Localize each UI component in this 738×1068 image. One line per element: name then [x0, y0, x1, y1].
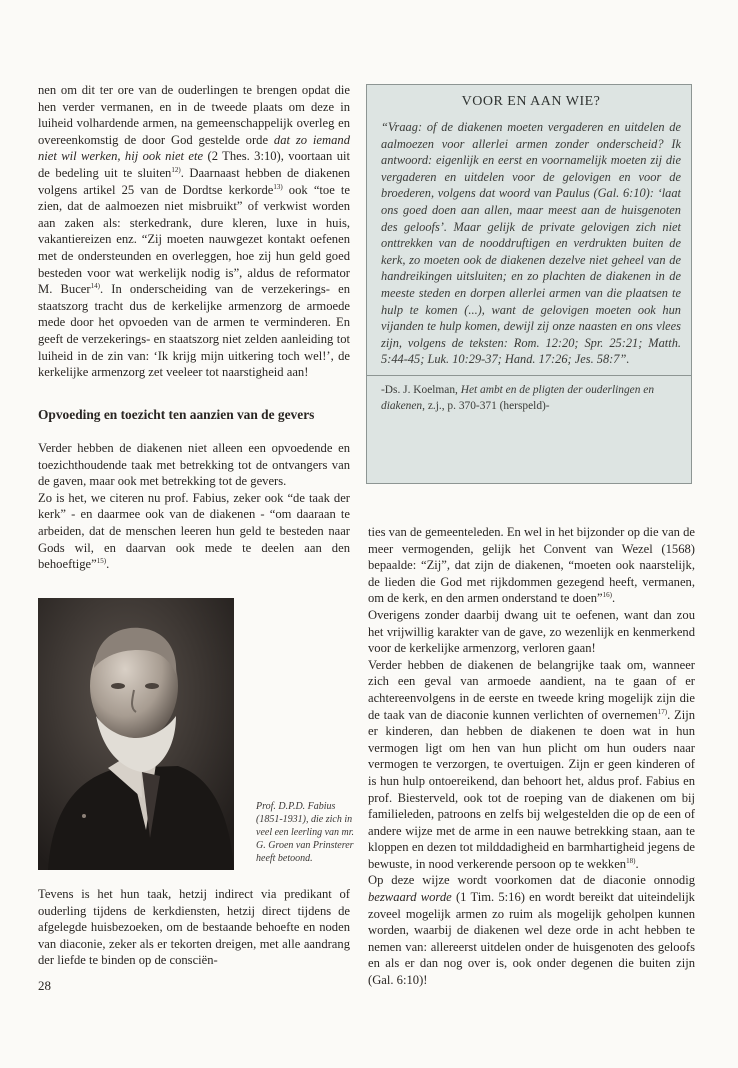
footnote-ref: 14) [90, 281, 100, 290]
text-run: Op deze wijze wordt voorkomen dat de diaconie onnodig [368, 873, 695, 888]
text-run: . In onderscheiding van de verzekerings- en staatszorg tracht dus de kerkelijke armenzorg de armoede mede door het opvoeden van de armen te verminderen. En geeft de verzekerings- en staatszorg niet zelden aanleiding tot luiheid in de zin van: ‘Ik krijg mijn uitkering toch wel!’, de kerkelijke armenzorg zet veeleer tot naarstigheid aan! [38, 282, 350, 380]
text-run: Overigens zonder daarbij dwang uit te oefenen, want dan zou het vrijwillig karakter van de gave, zo wezenlijk en kenmerkend voor de kerkelijke armenzorg, verloren gaan! [368, 607, 695, 656]
footnote-ref: 13) [273, 182, 283, 191]
paragraph: Verder hebben de diakenen niet alleen een opvoedende en toezichthoudende taak met betrekking tot de ontvangers van de gaven, maar ook met betrekking tot de gevers. [38, 441, 350, 489]
text-run: (2 Thes. 3:10), voortaan uit de bedeling uit te sluiten [38, 149, 350, 180]
paragraph: Zo is het, we citeren nu prof. Fabius, zeker ook “de taak der kerk” - en daarmee ook van de diakenen - “om daaraan te arbeiden, dat de menschen leeren hun geld te besteden naar Gods wil, en daarvan ook mede te deelen aan den behoeftige”$^{15)}$. [38, 490, 350, 572]
text-run: ties van de gemeenteleden. En wel in het bijzonder op die van de meer vermogenden, gelijk het Convent van Wezel (1568) bepaalde: “Zij”, dat zijn de diakenen, “moeten ook naarstelijk, de lieden die God met rijkdommen gezegend heeft, vermanen, om de kerk, en den armen onderstand te doen” [368, 525, 695, 606]
portrait-illustration [38, 598, 234, 870]
photo-caption: Prof. D.P.D. Fabius (1851-1931), die zich in veel een leerling van mr. G. Groen van Prinsterer heeft betoond. [256, 801, 355, 864]
footnote-ref: 15) [96, 556, 107, 565]
quote-box-divider [367, 375, 691, 376]
text-run: . Zijn er kinderen, dan hebben de diakenen te doen wat in hun vermogen ligt om hen van hun plicht om hun ouders naar vermogen te verzorgen, te overtuigen. Zijn er geen kinderen of is hun hulp ontoereikend, dan behoort het, aldus prof. Fabius en prof. Biesterveld, ook tot de roeping van de diakenen om bij familieleden, patroons en zelfs bij welgestelden die op de een of andere wijze met de arme in een nauwe betrekking staan, aan te kloppen en dezen tot milddadigheid en barmhartigheid jegens de bewuste, in nood verkerende persoon op te wekken [368, 707, 695, 871]
text-run: . [635, 856, 639, 871]
quote-box-title: VOOR EN AAN WIE? [461, 94, 601, 109]
body-text-left-middle [38, 440, 350, 573]
footnote-ref: 16) [602, 591, 612, 600]
quote-box [366, 84, 692, 484]
page-number: 28 [38, 978, 51, 993]
italic-text: dat zo iemand niet wil werken, hij ook niet ete [38, 132, 350, 164]
text-run: Verder hebben de diakenen de belangrijke taak om, wanneer zich een geval van armoede aandient, na te gaan of er achtereenvolgens in de eerste en tweede kring mogelijk zijn die de taak van de diaconie kunnen verlichten of overnemen [368, 657, 695, 722]
section-heading: Opvoeding en toezicht ten aanzien van de gevers [38, 407, 315, 422]
text-run: ook “toe te zien, dat de aalmoezen niet misbruikt” of verkwist worden aan zaken als: sterkedrank, dure kleren, luxe in huis, vakantiereizen enz. “Zij moeten nauwgezet kontakt oefenen met de ondersteunden en overleggen, hoe zij hun geld goed besteden voor wat werkelijk nodig is”, aldus de reformator M. Bucer [38, 182, 350, 297]
text-run: . [612, 591, 616, 606]
portrait-photo [38, 598, 234, 870]
italic-text: bezwaard worde [368, 890, 452, 905]
body-text-right [368, 524, 695, 989]
paragraph [38, 82, 350, 381]
body-text-left-top [38, 82, 350, 381]
source-title: Het ambt en de pligten der ouderlingen en diakenen [381, 383, 655, 412]
paragraph: Tevens is het hun taak, hetzij indirect via predikant of ouderling tijdens de kerkdiensten, hetzij direct tijdens de afgelegde huisbezoeken, om de bestaande behoefte en noden van diaconie, zeker als er tekorten dreigen, met alle aandrang der liefde te binden op de consciën- [38, 887, 350, 968]
text-run: . Daarnaast hebben de diakenen volgens artikel 25 van de Dordtse kerkorde [38, 165, 351, 197]
quote-source: -Ds. J. Koelman, Het ambt en de pligten der ouderlingen en diakenen, z.j., p. 370-371 (herspeld)- [381, 383, 655, 412]
text-run: nen om dit ter ore van de ouderlingen te brengen opdat die hen verder vermanen, en in de tweede plaats om deze in luiheid volhardende armen, na gemeenschappelijk overleg en overeenkomstig de door God gestelde orde [38, 83, 350, 147]
body-text-left-bottom [38, 886, 350, 969]
footnote-ref: 12) [171, 165, 181, 174]
text-run: (1 Tim. 5:16) en wordt bereikt dat uiteindelijk zoveel mogelijk armen zo ruim als mogelijk geholpen kunnen worden, waarbij de diakenen wel deze orde in acht hebben te nemen van: allereerst uitdelen onder de huisgenoten des geloofs en als er dan nog over is, ook onder degenen die buiten zijn (Gal. 6:10)! [368, 890, 695, 988]
footnote-ref: 17) [657, 707, 668, 716]
paragraph [368, 524, 695, 989]
quote-text: “Vraag: of de diakenen moeten vergaderen en uitdelen de aalmoezen voor allerlei armen zonder onderscheid? Ik antwoord: eigenlijk en eerst en voornamelijk moeten zij die vergaderen en uitdelen voor de gelovigen en voor de broederen, volgens dat woord van Paulus (Gal. 6:10): ‘laat ons goed doen aan allen, maar meest aan de huisgenoten des geloofs’. Maar gelijk de private gelovigen zich niet onttrekken van de nooddruftigen en verdrukten buiten de kerk, zo moeten ook de diakenen dezelve niet geheel van de handreikingen uitsluiten; en zo plachten de diakenen in de meeste steden en dorpen allerlei armen van die plaatsen te hulp te komen (...), want de gelovigen moeten ook hun vijanden te hulp komen, dewijl zij onze naasten en ons vlees zijn, volgens de teksten: Rom. 12:20; Spr. 25:21; Matth. 5:44-45; Luk. 10:29-37; Hand. 17:26; Jes. 58:7”. [381, 120, 681, 367]
footnote-ref: 18) [626, 856, 636, 865]
